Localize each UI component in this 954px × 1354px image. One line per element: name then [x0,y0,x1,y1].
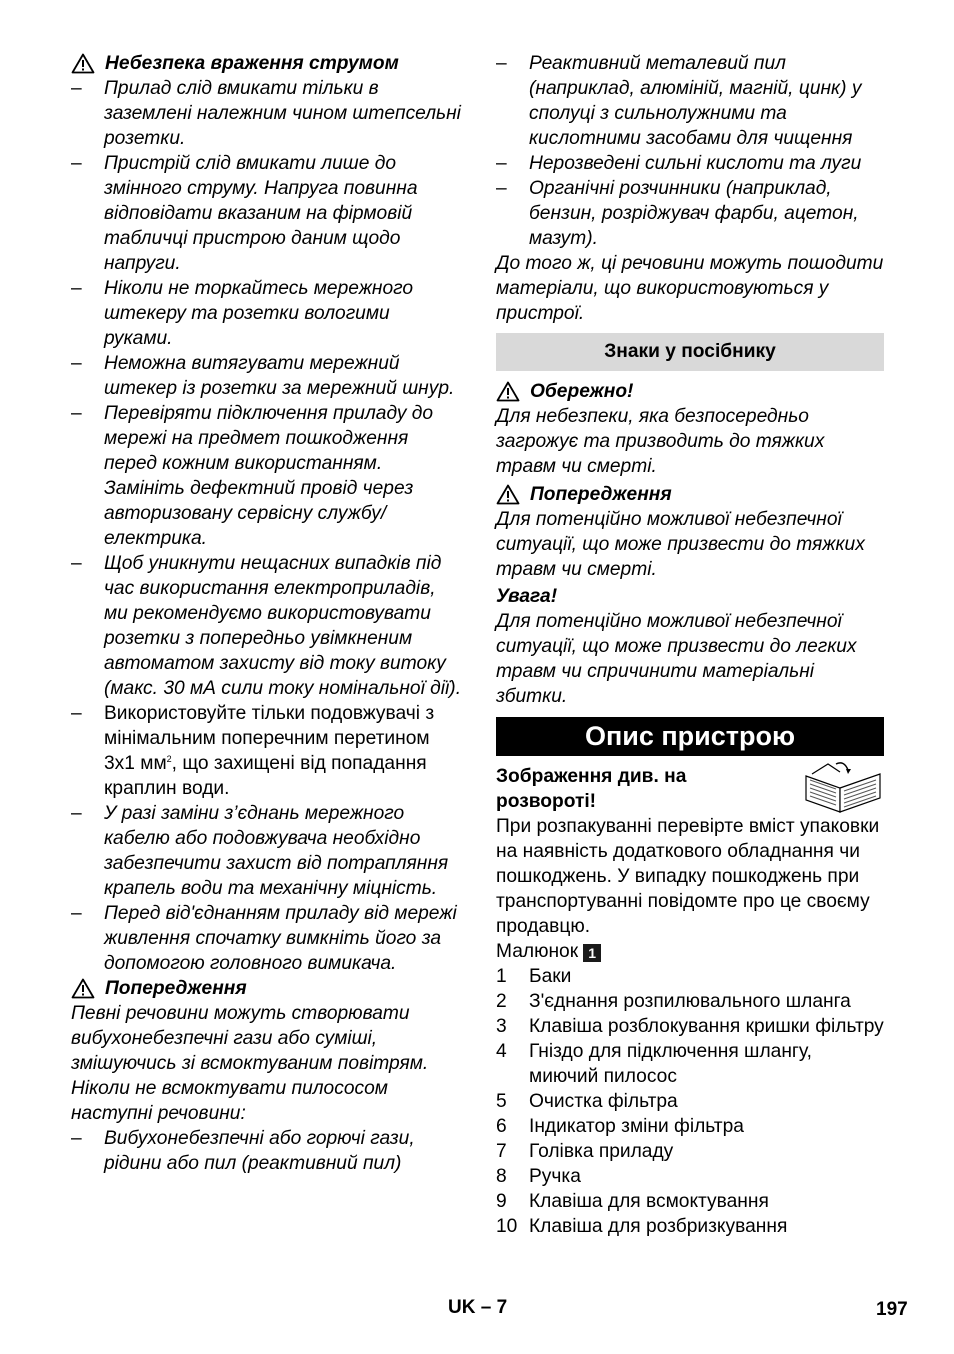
list-item: 4 Гніздо для підключення шлангу, миючий пилосос [496,1041,812,1087]
list-item: – Неможна витягувати мережний штекер із розетки за мережний шнур. [71,351,463,401]
right-column [496,51,884,1239]
images-reference-text: Зображення див. на розвороті! [496,766,687,812]
list-item: 6 Індикатор зміни фільтра [496,1116,744,1137]
warning-note: До того ж, ці речовини можуть пошодити матеріали, що використовуються у пристрої. [496,253,884,324]
danger-text: Для небезпеки, яка безпосередньо загрожує та призводить до тяжких травм чи смерті. [496,406,825,477]
list-item: 9 Клавіша для всмоктування [496,1191,769,1212]
list-item: 7 Голівка приладу [496,1141,674,1162]
warning-triangle-icon [71,53,95,74]
list-item: – У разі заміни з’єднань мережного кабелю або подовжувача необхідно забезпечити захист від потрапляння крапель води та механічну міцність. [71,801,463,901]
unpack-text: При розпакуванні перевірте вміст упаковки на наявність додаткового обладнання чи пошкоджень. У випадку пошкоджень при транспортуванні повідомте про це своєму продавцю. [496,816,880,937]
list-item: – Прилад слід вмикати тільки в заземлені належним чином штепсельні розетки. [71,76,463,151]
list-item: 10 Клавіша для розбризкування [496,1216,788,1237]
list-item: – Перевіряти підключення приладу до мережі на предмет пошкодження перед кожним використанням. Замініть дефектний провід через авторизовану сервісну службу/ електрика. [71,401,463,551]
warning-triangle-icon [496,484,520,505]
caution-text: Для потенційно можливої небезпечної ситуації, що може призвести до легких травм чи спричинити матеріальні збитки. [496,611,857,707]
warning-heading: Попередження [71,976,463,1001]
page-number: 197 [876,1299,908,1320]
warning-heading: Попередження [496,482,884,507]
list-item: 5 Очистка фільтра [496,1091,678,1112]
list-item: – Пристрій слід вмикати лише до змінного струму. Напруга повинна відповідати вказаним на фірмовій табличці пристрою даним щодо напруги. [71,151,463,276]
figure-reference: Малюнок 1 [496,939,884,964]
list-item-extension-cord: – Використовуйте тільки подовжувачі з мінімальним поперечним перетином 3x1 $мм^2$, що захищені від попадання краплин води. [71,701,463,801]
warning-triangle-icon [71,978,95,999]
list-item: – Органічні розчинники (наприклад, бензин, розріджувач фарби, ацетон, мазут). [496,176,884,251]
list-item: – Ніколи не торкайтесь мережного штекеру та розетки вологими руками. [71,276,463,351]
danger-heading: Обережно! [496,379,884,404]
list-item: – Реактивний металевий пил (наприклад, алюміній, магній, цинк) у сполуці з сильнолужними та кислотними засобами для чищення [496,51,884,151]
list-item: 3 Клавіша розблокування кришки фільтру [496,1016,884,1037]
warning-text: Для потенційно можливої небезпечної ситуації, що може призвести до тяжких травм чи смерті. [496,509,865,580]
figure-number-badge: 1 [583,944,601,962]
page-label: UK – 7 [448,1297,508,1318]
left-column [71,51,463,1176]
list-item: 2 З'єднання розпилювального шланга [496,991,851,1012]
section-heading-device: Опис пристрою [496,717,884,756]
list-item: – Перед від'єднанням приладу від мережі живлення спочатку вимкніть його за допомогою головного вимикача. [71,901,463,976]
images-reference [496,764,884,814]
list-item: – Вибухонебезпечні або горючі гази, рідини або пил (реактивний пил) [71,1126,463,1176]
warning-text: Певні речовини можуть створювати вибухонебезпечні гази або суміші, змішуючись зі всмоктуваним повітрям. Ніколи не всмоктувати пилососом наступні речовини: [71,1003,429,1124]
list-item: 8 Ручка [496,1166,581,1187]
caution-heading: Увага! [496,586,558,607]
parts-list [496,964,884,1239]
open-book-icon [800,760,884,814]
list-item: 1 Баки [496,966,572,987]
electric-shock-heading: Небезпека враження струмом [71,51,463,76]
list-item: – Нерозведені сильні кислоти та луги [496,151,884,176]
list-item: – Щоб уникнути нещасних випадків під час використання електроприладів, ми рекомендуємо використовувати розетки з попередньо увімкненим автоматом захисту від току витоку (макс. 30 мА сили току номінальної дії). [71,551,463,701]
section-heading-signs: Знаки у посібнику [496,333,884,371]
warning-triangle-icon [496,381,520,402]
